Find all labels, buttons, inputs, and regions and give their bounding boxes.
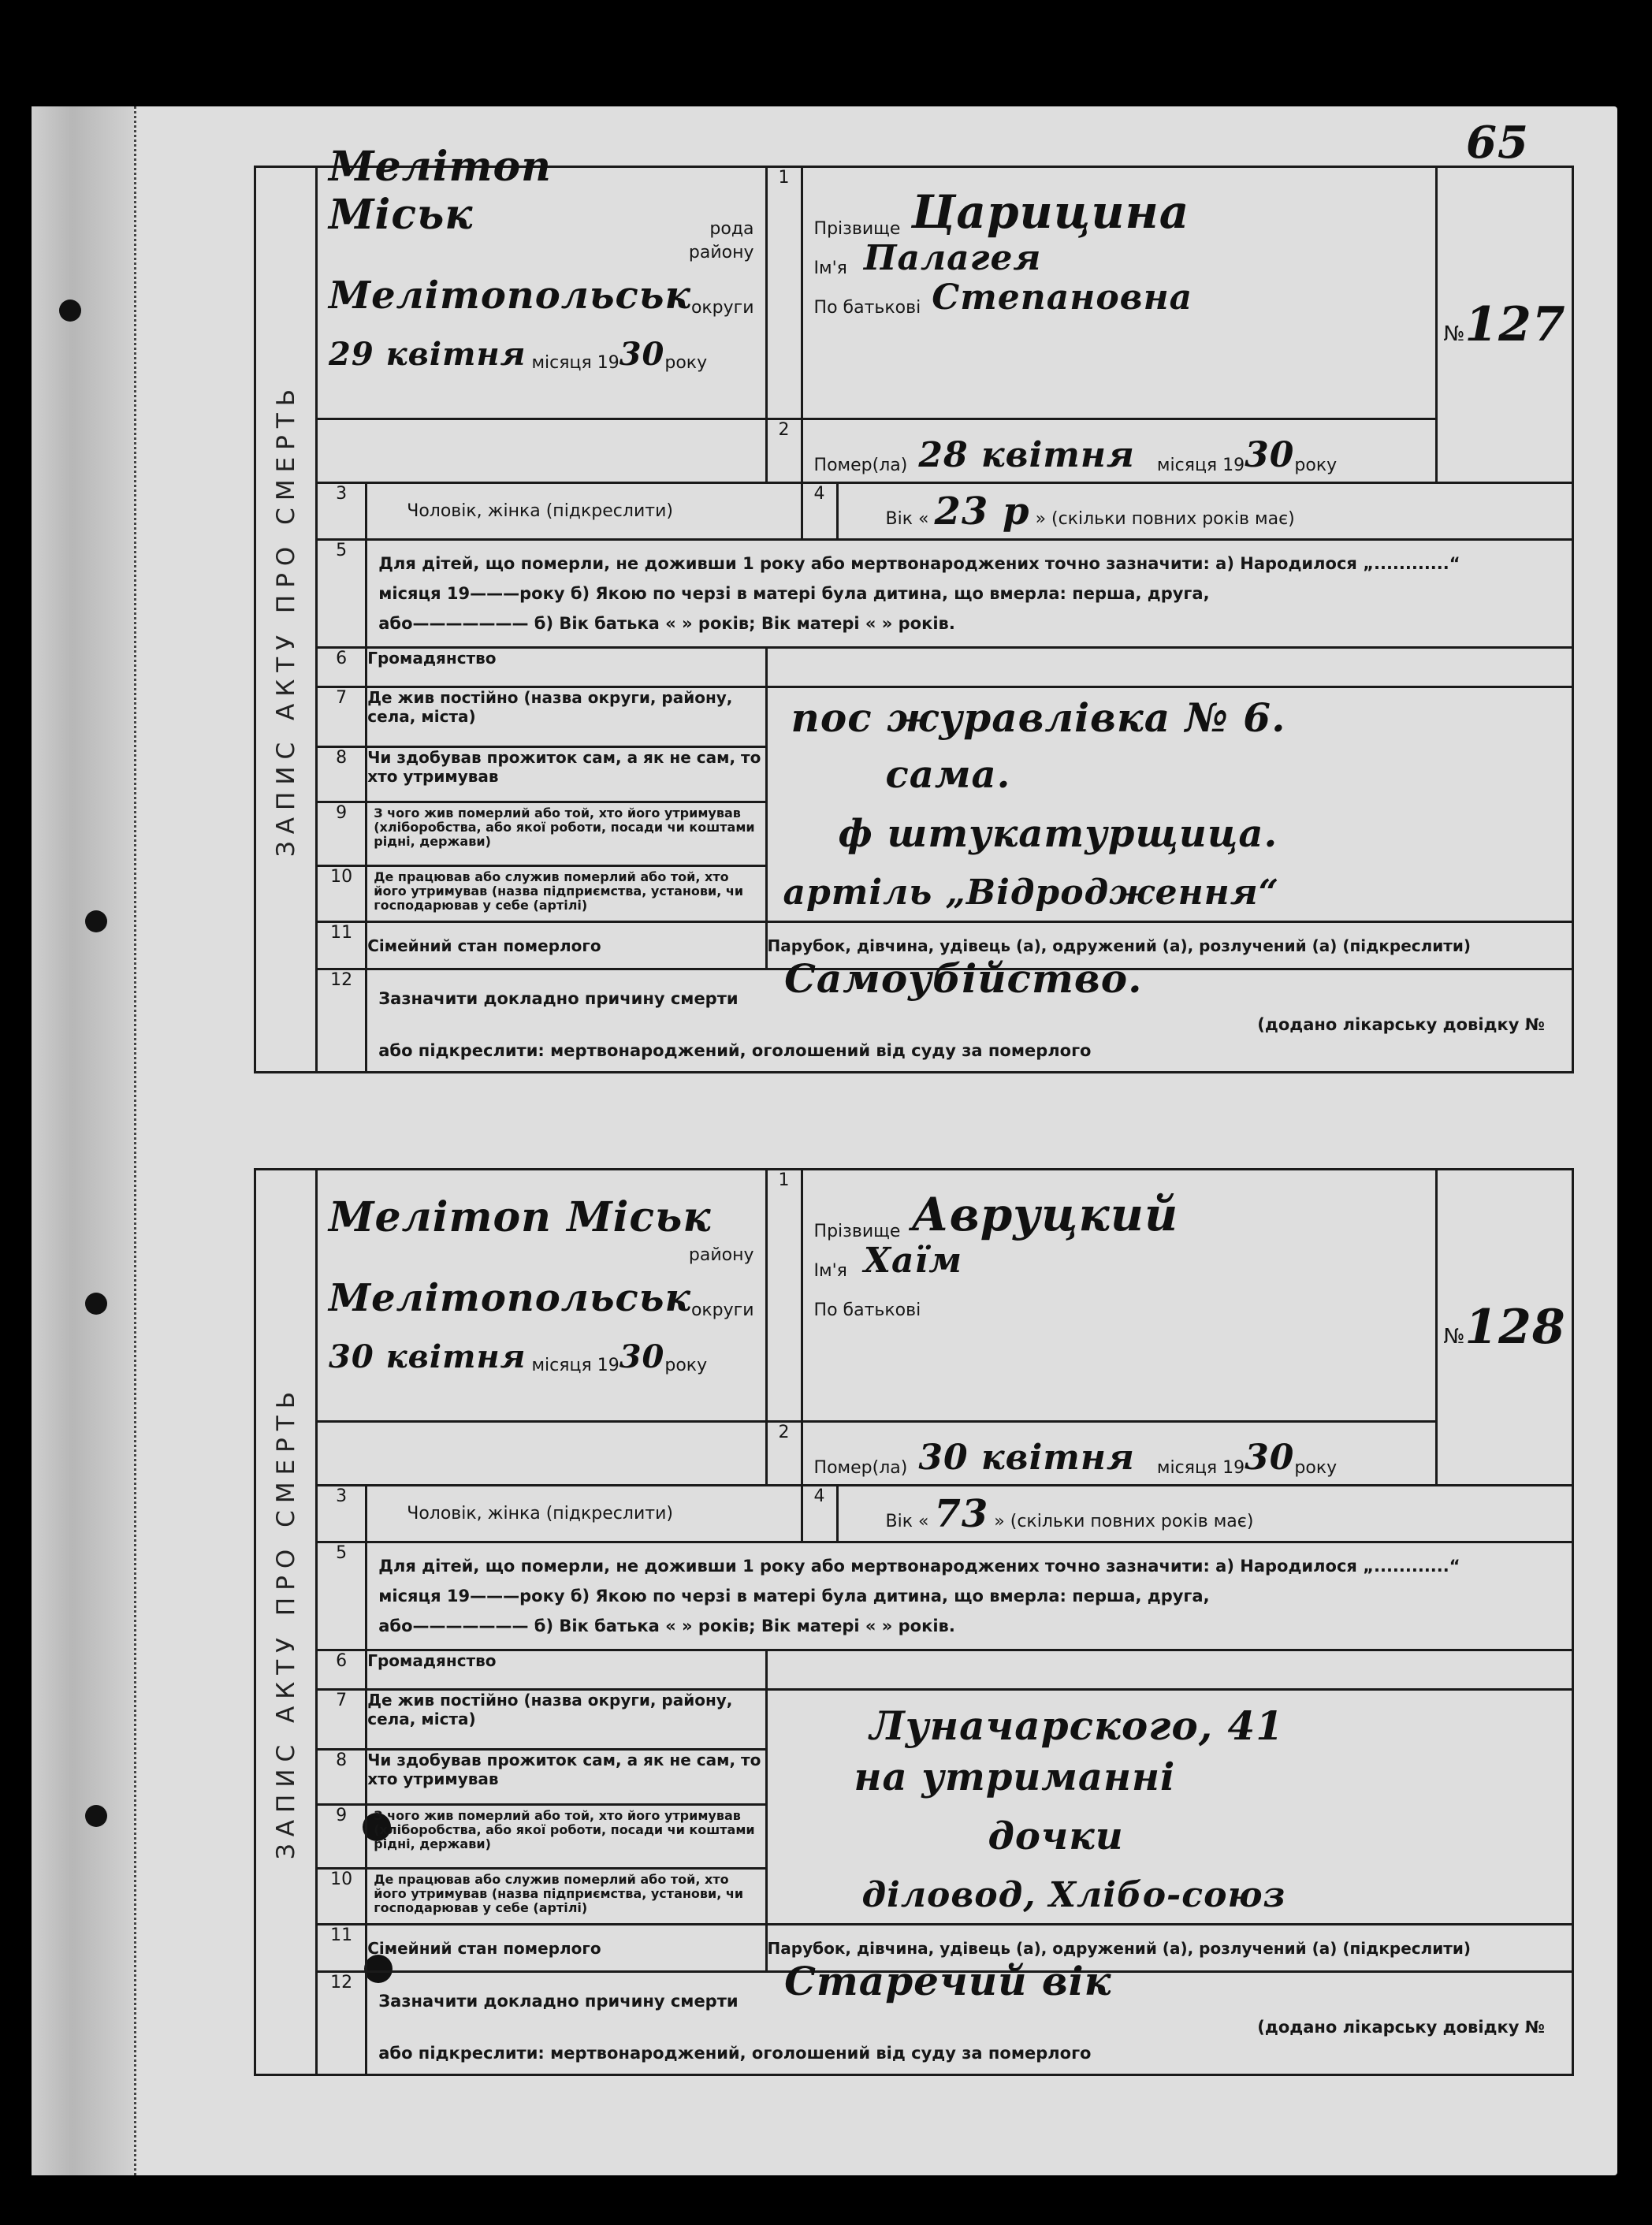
family-label: Сімейний стан померлого	[366, 922, 766, 969]
certificate-label: (додано лікарську довідку №	[1257, 2018, 1545, 2037]
record-number: 127	[1464, 297, 1566, 352]
record-number: 128	[1464, 1300, 1566, 1355]
side-label-cell	[255, 167, 317, 1073]
citizenship-value	[766, 648, 1572, 687]
died-label: Помер(ла)	[813, 456, 908, 475]
work-label: Де працював або служив померлий або той, хто його утримував (назва підприємства, установи, чи господарював у себе (артілі)	[366, 1869, 766, 1925]
citizenship-value	[766, 1650, 1572, 1690]
row-number: 12	[317, 969, 366, 1073]
year-label: року	[1294, 1458, 1338, 1478]
binding-hole	[59, 300, 81, 322]
row-number: 3	[317, 483, 366, 540]
patronymic-label: По батькові	[813, 298, 921, 318]
patronymic-value: Степановна	[932, 277, 1193, 318]
sex-field	[366, 483, 802, 540]
patronymic-label: По батькові	[813, 1300, 921, 1320]
place-line1: Мелітоп Міськ	[329, 1193, 712, 1241]
livelihood-label: Чи здобував прожиток сам, а як не сам, то хто утримував	[366, 746, 766, 802]
number-label: №	[1443, 1325, 1465, 1349]
okruha-suffix: округи	[690, 298, 754, 318]
livelihood-value: сама.	[885, 753, 1011, 797]
livelihood-label: Чи здобував прожиток сам, а як не сам, то хто утримував	[366, 1749, 766, 1805]
died-year: 30	[1245, 435, 1295, 475]
sex-label: Чоловік, жінка (підкреслити)	[407, 1504, 673, 1524]
place-line2: Мелітопольськ	[329, 1276, 691, 1320]
roda-suffix: рода	[709, 219, 754, 239]
name-label: Ім'я	[813, 1261, 847, 1281]
death-date	[802, 1422, 1436, 1486]
row-number: 4	[802, 483, 837, 540]
infant-line3: або——————— б) Вік батька « » років; Вік матері « » років.	[378, 1617, 955, 1635]
died-label: Помер(ла)	[813, 1458, 908, 1478]
row-number: 1	[766, 167, 802, 419]
or-label: або підкреслити: мертвонароджений, оголошений від суду за померлого	[378, 1041, 1092, 1060]
record-number-cell	[1437, 1170, 1573, 1486]
place-line1: Мелітоп Міськ	[329, 143, 552, 239]
number-label: №	[1443, 322, 1465, 346]
row-number: 5	[317, 1542, 366, 1650]
work-value: артіль „Відродження“	[783, 873, 1280, 913]
age-suffix: » (скільки повних років має)	[1035, 508, 1295, 529]
source-value: дочки	[988, 1814, 1124, 1859]
age-value: 23 р	[934, 489, 1030, 534]
month-label: місяця 19	[1156, 1458, 1245, 1478]
death-record-128	[254, 1168, 1574, 2076]
row-number: 7	[317, 1690, 366, 1750]
registration-place	[317, 1170, 767, 1422]
row-number: 9	[317, 802, 366, 866]
age-field	[837, 483, 1572, 540]
row-number: 5	[317, 540, 366, 648]
age-field	[837, 1486, 1572, 1542]
row-number: 6	[317, 1650, 366, 1690]
row-number: 11	[317, 1925, 366, 1972]
cause-value: Старечий вік	[784, 1958, 1112, 2004]
surname-value: Царицина	[911, 185, 1190, 239]
age-label: Вік «	[885, 508, 929, 529]
sex-field	[366, 1486, 802, 1542]
livelihood-value: на утриманні	[854, 1755, 1176, 1799]
binding-hole	[85, 1293, 107, 1315]
certificate-label: (додано лікарську довідку №	[1257, 1015, 1545, 1034]
row-number: 6	[317, 648, 366, 687]
place-line2: Мелітопольськ	[329, 273, 691, 318]
year-label: року	[1294, 456, 1338, 475]
infant-details	[366, 1542, 1573, 1650]
death-date	[802, 419, 1436, 483]
row-number: 3	[317, 1486, 366, 1542]
row-number: 8	[317, 746, 366, 802]
died-day: 28 квітня	[918, 435, 1135, 475]
citizenship-label: Громадянство	[366, 1650, 766, 1690]
row-number: 2	[766, 1422, 802, 1486]
year-label: року	[664, 1356, 708, 1375]
row-number: 10	[317, 866, 366, 922]
infant-line3: або——————— б) Вік батька « » років; Вік матері « » років.	[378, 614, 955, 633]
source-label: З чого жив померлий або той, хто його утримував (хліборобства, або якої роботи, посади чи коштами рідні, держави)	[366, 1805, 766, 1869]
surname-value: Авруцкий	[911, 1188, 1179, 1241]
family-options: Парубок, дівчина, удівець (а), одружений (а), розлучений (а) (підкреслити)	[766, 1925, 1572, 1972]
died-day: 30 квітня	[918, 1438, 1135, 1478]
month-label: місяця 19	[531, 353, 620, 373]
year-label: року	[664, 353, 708, 373]
cause-block	[366, 1958, 1573, 2075]
side-label: ЗАПИС АКТУ ПРО СМЕРТЬ	[271, 1384, 300, 1860]
name-block	[802, 167, 1436, 419]
rayon-suffix: району	[688, 1245, 754, 1265]
age-label: Вік «	[885, 1511, 929, 1531]
registration-day: 30 квітня	[329, 1338, 526, 1375]
infant-line1: Для дітей, що померли, не доживши 1 року або мертвонароджених точно зазначити: а) Народилося „............“	[378, 1557, 1460, 1576]
row-number: 4	[802, 1486, 837, 1542]
rayon-suffix: району	[688, 243, 754, 262]
row-number: 12	[317, 1972, 366, 2075]
work-label: Де працював або служив померлий або той, хто його утримував (назва підприємства, установи, чи господарював у себе (артілі)	[366, 866, 766, 922]
name-block	[802, 1170, 1436, 1422]
name-value: Хаїм	[863, 1241, 963, 1281]
cause-value: Самоубійство.	[784, 955, 1143, 1002]
age-value: 73	[934, 1491, 989, 1536]
residence-label: Де жив постійно (назва округи, району, села, міста)	[366, 687, 766, 747]
binding-stitching	[134, 106, 144, 2175]
registration-day: 29 квітня	[329, 336, 526, 373]
family-options: Парубок, дівчина, удівець (а), одружений (а), розлучений (а) (підкреслити)	[766, 922, 1572, 969]
row-number: 7	[317, 687, 366, 747]
registration-year: 30	[619, 336, 665, 373]
row-number: 11	[317, 922, 366, 969]
cause-label: Зазначити докладно причину смерти	[378, 989, 739, 1008]
infant-line2: місяця 19———року б) Якою по черзі в матері була дитина, що вмерла: перша, друга,	[378, 1587, 1210, 1605]
registration-year: 30	[619, 1338, 665, 1375]
family-label: Сімейний стан померлого	[366, 1925, 766, 1972]
row-number: 1	[766, 1170, 802, 1422]
binding-hole	[85, 1805, 107, 1827]
record-number-cell	[1437, 167, 1573, 483]
name-value: Палагея	[863, 238, 1042, 278]
binding-strip	[32, 106, 134, 2175]
name-label: Ім'я	[813, 259, 847, 278]
surname-label: Прізвище	[813, 219, 901, 239]
surname-label: Прізвище	[813, 1222, 901, 1241]
work-value: діловод, Хлібо-союз	[861, 1875, 1286, 1915]
age-suffix: » (скільки повних років має)	[994, 1511, 1254, 1531]
cause-block	[366, 955, 1573, 1073]
side-label-cell	[255, 1170, 317, 2075]
month-label: місяця 19	[531, 1356, 620, 1375]
infant-line1: Для дітей, що померли, не доживши 1 року або мертвонароджених точно зазначити: а) Народилося „............“	[378, 554, 1460, 573]
binding-hole	[85, 910, 107, 932]
or-label: або підкреслити: мертвонароджений, оголошений від суду за померлого	[378, 2044, 1092, 2063]
residence-value: пос журавлівка № 6.	[791, 694, 1286, 741]
registration-place	[317, 143, 767, 419]
infant-line2: місяця 19———року б) Якою по черзі в матері була дитина, що вмерла: перша, друга,	[378, 584, 1210, 603]
details-cell	[766, 1690, 1572, 1925]
citizenship-label: Громадянство	[366, 648, 766, 687]
details-cell	[766, 687, 1572, 922]
infant-details	[366, 540, 1573, 648]
row-number: 10	[317, 1869, 366, 1925]
row-number: 2	[766, 419, 802, 483]
residence-label: Де жив постійно (назва округи, району, села, міста)	[366, 1690, 766, 1750]
died-year: 30	[1245, 1438, 1295, 1478]
row-number: 8	[317, 1749, 366, 1805]
cause-label: Зазначити докладно причину смерти	[378, 1992, 739, 2011]
side-label: ЗАПИС АКТУ ПРО СМЕРТЬ	[271, 381, 300, 858]
source-value: ф штукатурщица.	[838, 812, 1278, 856]
page-number: 65	[1466, 117, 1529, 169]
month-label: місяця 19	[1156, 456, 1245, 475]
row-number: 9	[317, 1805, 366, 1869]
source-label: З чого жив померлий або той, хто його утримував (хліборобства, або якої роботи, посади чи коштами рідні, держави)	[366, 802, 766, 866]
residence-value: Луначарского, 41	[869, 1702, 1285, 1749]
okruha-suffix: округи	[690, 1300, 754, 1320]
sex-label: Чоловік, жінка (підкреслити)	[407, 501, 673, 521]
